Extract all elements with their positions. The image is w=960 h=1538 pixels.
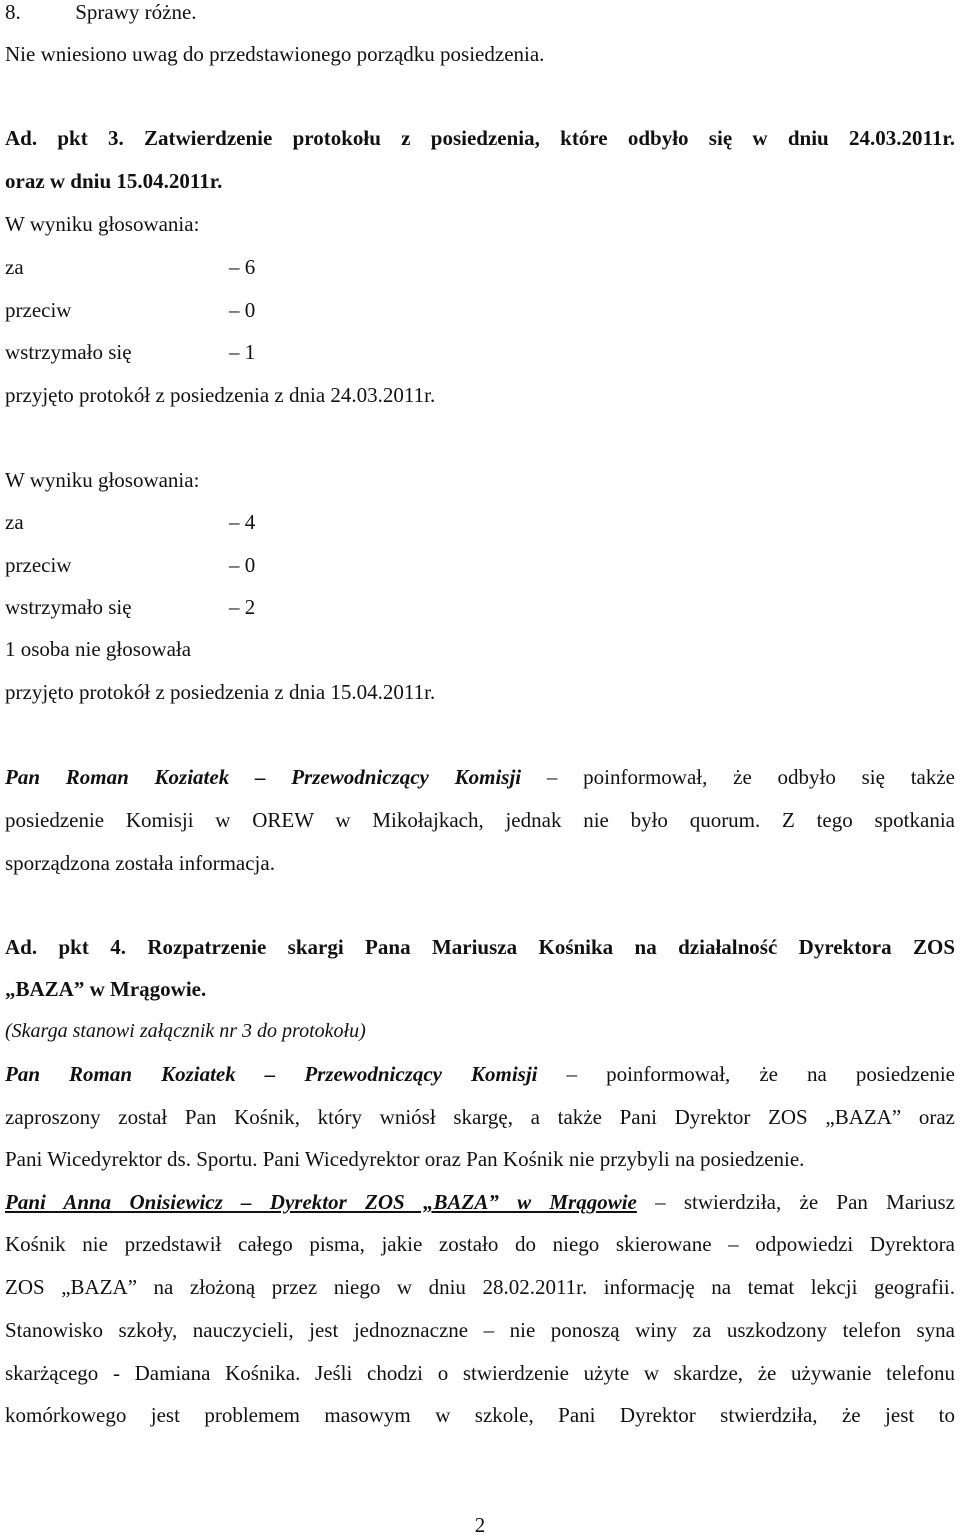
vote1-label-against: przeciw <box>5 298 72 322</box>
koziatek2-line1-rest: – poinformował, że na posiedzenie <box>537 1062 955 1086</box>
vote2-note: 1 osoba nie głosowała <box>5 637 192 661</box>
koziatek1-line1 <box>5 765 955 789</box>
onisiewicz-line5: skarżącego - Damiana Kośnika. Jeśli chodzi o stwierdzenie użyte w skardze, że używanie telefonu <box>5 1361 955 1385</box>
koziatek1-line2: posiedzenie Komisji w OREW w Mikołajkach, jednak nie było quorum. Z tego spotkania <box>5 808 955 832</box>
speaker-name: Pan Roman Koziatek – Przewodniczący Komisji <box>5 1062 538 1086</box>
page-number: 2 <box>474 1513 486 1537</box>
vote1-value-for: – 6 <box>229 255 256 279</box>
onisiewicz-line1 <box>5 1190 955 1214</box>
section-number: 8. <box>5 0 21 24</box>
vote2-intro: W wyniku głosowania: <box>5 468 200 492</box>
section-title: Sprawy różne. <box>75 0 197 24</box>
onisiewicz-line6: komórkowego jest problemem masowym w szkole, Pani Dyrektor stwierdziła, że jest to <box>5 1403 955 1427</box>
vote1-label-for: za <box>5 255 24 279</box>
vote2-label-against: przeciw <box>5 553 72 577</box>
item3-heading-line1: Ad. pkt 3. Zatwierdzenie protokołu z posiedzenia, które odbyło się w dniu 24.03.2011r. <box>5 126 955 150</box>
vote2-value-abstain: – 2 <box>229 595 256 619</box>
koziatek1-line1-rest: – poinformował, że odbyło się także <box>521 765 955 789</box>
vote2-label-for: za <box>5 510 24 534</box>
vote1-result: przyjęto protokół z posiedzenia z dnia 24.03.2011r. <box>5 383 436 407</box>
onisiewicz-line2: Kośnik nie przedstawił całego pisma, jakie zostało do niego skierowane – odpowiedzi Dyrektora <box>5 1232 955 1256</box>
koziatek1-line3: sporządzona została informacja. <box>5 851 275 875</box>
section-8-heading <box>5 0 197 24</box>
koziatek2-line1 <box>5 1062 955 1086</box>
onisiewicz-line4: Stanowisko szkoły, nauczycieli, jest jednoznaczne – nie ponoszą winy za uszkodzony telefon syna <box>5 1318 955 1342</box>
item4-heading-line1: Ad. pkt 4. Rozpatrzenie skargi Pana Mariusza Kośnika na działalność Dyrektora ZOS <box>5 935 955 959</box>
vote1-label-abstain: wstrzymało się <box>5 340 132 364</box>
vote2-label-abstain: wstrzymało się <box>5 595 132 619</box>
vote1-value-against: – 0 <box>229 298 256 322</box>
vote1-value-abstain: – 1 <box>229 340 256 364</box>
onisiewicz-line1-rest: – stwierdziła, że Pan Mariusz <box>636 1190 955 1214</box>
speaker-name: Pani Anna Onisiewicz – Dyrektor ZOS „BAZA” w Mrągowie <box>5 1190 637 1214</box>
no-remarks-text: Nie wniesiono uwag do przedstawionego porządku posiedzenia. <box>5 42 545 66</box>
vote2-value-against: – 0 <box>229 553 256 577</box>
onisiewicz-line3: ZOS „BAZA” na złożoną przez niego w dniu 28.02.2011r. informację na temat lekcji geografii. <box>5 1275 955 1299</box>
vote2-value-for: – 4 <box>229 510 256 534</box>
koziatek2-line3: Pani Wicedyrektor ds. Sportu. Pani Wicedyrektor oraz Pan Kośnik nie przybyli na posiedzenie. <box>5 1147 805 1171</box>
speaker-name: Pan Roman Koziatek – Przewodniczący Komisji <box>5 765 522 789</box>
attachment-note: (Skarga stanowi załącznik nr 3 do protokołu) <box>5 1020 366 1042</box>
koziatek2-line2: zaproszony został Pan Kośnik, który wniósł skargę, a także Pani Dyrektor ZOS „BAZA” oraz <box>5 1105 955 1129</box>
item3-heading-line2: oraz w dniu 15.04.2011r. <box>5 169 223 193</box>
item4-heading-line2: „BAZA” w Mrągowie. <box>5 977 207 1001</box>
vote1-intro: W wyniku głosowania: <box>5 212 200 236</box>
vote2-result: przyjęto protokół z posiedzenia z dnia 15.04.2011r. <box>5 680 436 704</box>
